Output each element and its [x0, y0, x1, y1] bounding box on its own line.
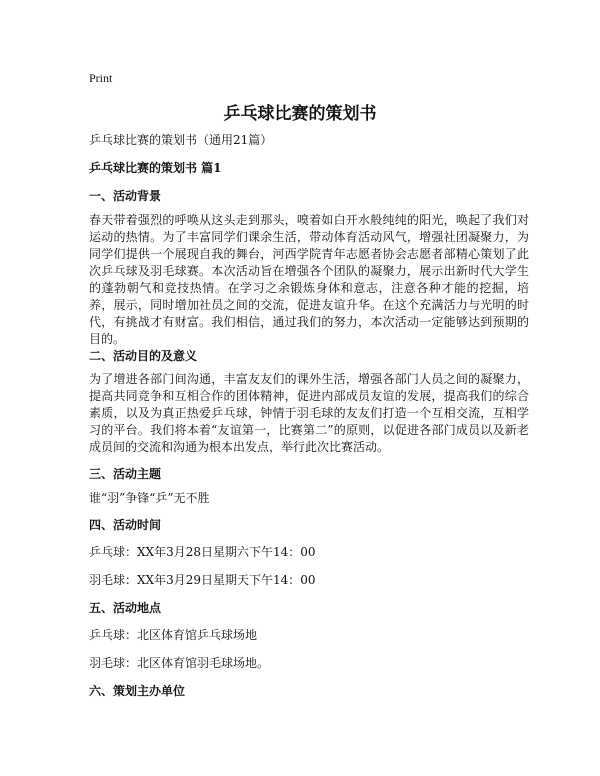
section-1-heading: 一、活动背景	[89, 189, 162, 203]
section-2-heading: 二、活动目的及意义	[89, 349, 198, 363]
document-title: 乒乓球比赛的策划书	[223, 104, 377, 124]
section-6-heading: 六、策划主办单位	[89, 684, 186, 698]
section-2-body: 为了增进各部门间沟通，丰富友友们的课外生活，增强各部门人员之间的凝聚力，提高共同竞争和互相合作的团体精神，促进内部成员友谊的发展，提高我们的综合素质，以及为真正热爱乒乓球，钟情于羽毛球的友友们打造一个互相交流，互相学习的平台。我们将本着“友谊第一，比赛第二”的原则，以促进各部门成员以及新老成员间的交流和沟通为根本出发点，举行此次比赛活动。	[89, 372, 529, 454]
section-3-body: 谁“羽”争锋“乒”无不胜	[89, 491, 210, 505]
article-title: 乒乓球比赛的策划书 篇1	[89, 161, 222, 175]
section-5-line-1: 乒乓球：北区体育馆乒乓球场地	[89, 628, 258, 642]
section-4-line-1: 乒乓球：XX年3月28日星期六下午14：00	[89, 545, 316, 559]
section-4-heading: 四、活动时间	[89, 518, 162, 532]
subtitle: 乒乓球比赛的策划书（通用21篇）	[89, 133, 273, 147]
section-5-heading: 五、活动地点	[89, 601, 162, 615]
section-4-line-2: 羽毛球：XX年3月29日星期天下午14：00	[89, 573, 316, 587]
print-label: Print	[89, 71, 113, 85]
section-5-line-2: 羽毛球：北区体育馆羽毛球场地。	[89, 656, 270, 670]
section-1-body: 春天带着强烈的呼唤从这头走到那头，嗅着如白开水般纯纯的阳光，唤起了我们对运动的热情。为了丰富同学们课余生活，带动体育活动风气，增强社团凝聚力，为同学们提供一个展现自我的舞台，河西学院青年志愿者协会志愿者部精心策划了此次乒乓球及羽毛球赛。本次活动旨在增强各个团队的凝聚力，展示出新时代大学生的蓬勃朝气和竞技热情。在学习之余锻炼身体和意志，注意各种才能的挖掘，培养，展示，同时增加社员之间的交流，促进友谊升华。在这个充满活力与光明的时代，有挑战才有财富。我们相信，通过我们的努力，本次活动一定能够达到预期的目的。	[89, 213, 529, 346]
section-3-heading: 三、活动主题	[89, 467, 162, 481]
